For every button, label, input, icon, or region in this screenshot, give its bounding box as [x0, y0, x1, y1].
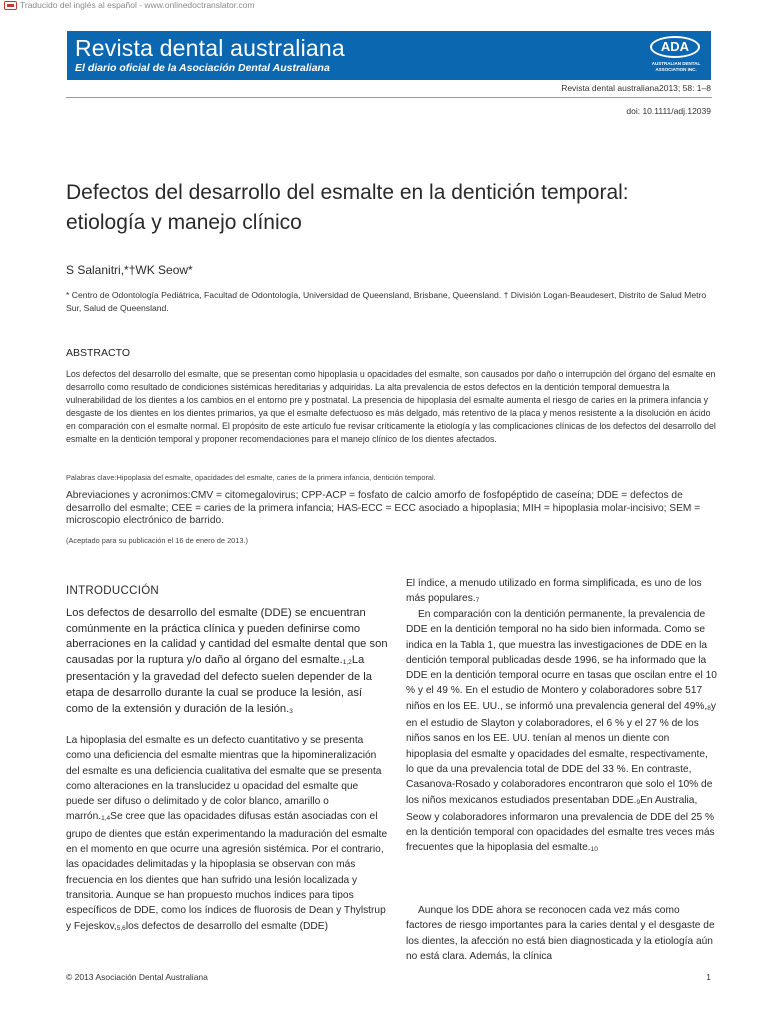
intro-p2-text-b: Se cree que las opacidades difusas están asociadas con el grupo de dientes que están experimentando la maduración del esmalte en el momento en que ocurre una agresión sistémica. Por el contrario, las opacidades delimitadas y la hipoplasia se observan con más frecuencia en los dientes que han sufrido una lesión localizada y transitoria. Aunque se han propuesto muchos índices para tipos específicos de DDE, como los índices de fluorosis de Dean y Thylstrup y Fejeskov,: [66, 811, 388, 932]
journal-banner: [67, 31, 711, 80]
col2-p1-text-a: En comparación con la dentición permanente, la prevalencia de DDE en la dentición temporal no ha sido bien informada. Como se indica en la Tabla 1, que muestra las investigaciones de DDE en la dentición temporal publicadas desde 1996, se ha informado que la DDE en la dentición temporal ocurre en tasas que oscilan entre el 10 % y el 49 %. En el estudio de Montero y colaboradores sobre 517 niños en los EE. UU., se informó una prevalencia general del 49%,: [406, 609, 717, 712]
affiliations: * Centro de Odontología Pediátrica, Facultad de Odontología, Universidad de Queensland, Brisbane, Queensland. † División Logan-Beaudesert, Distrito de Salud Metro Sur, Salud de Queensland.: [66, 290, 707, 313]
abstract-text: Los defectos del desarrollo del esmalte, que se presentan como hipoplasia u opacidades del esmalte, son causados por daño o interrupción del órgano del esmalte en desarrollo como resultado de condiciones sistémicas hereditarias y adquiridas. La alta prevalencia de estos defectos en la dentición temporal demuestra la vulnerabilidad de los dientes a los cambios en el entorno pre y postnatal. La presencia de hipoplasia del esmalte aumenta el riesgo de caries en la primera infancia y desgaste de los dientes en los dientes primarios, ya que el esmalte defectuoso es más delgado, más retentivo de la placa y menos resistente a la disolución en ácido en comparación con el esmalte normal. El propósito de este artículo fue revisar críticamente la etiología y las complicaciones clínicas de los defectos del desarrollo del esmalte en la dentición temporal y proponer recomendaciones para el manejo clínico de los dientes afectados.: [66, 369, 716, 444]
authors: S Salanitri,*†WK Seow*: [66, 263, 193, 277]
reference-marker[interactable]: 1,2: [342, 658, 352, 666]
section-heading-introduction: INTRODUCCIÓN: [66, 585, 160, 597]
header-divider: [66, 97, 712, 98]
translation-notice[interactable]: Traducido del inglés al español - www.onlinedoctranslator.com: [20, 0, 255, 10]
translate-icon: [4, 1, 17, 10]
intro-p2-text-a: La hipoplasia del esmalte es un defecto cuantitativo y se presenta como una deficiencia del esmalte mientras que la hipomineralización del esmalte es una deficiencia cualitativa del esmalte que se presenta como alteraciones en la translucidez u opacidad del esmalte que puede ser difuso o delimitado y de color blanco, amarillo o marrón.: [66, 735, 382, 823]
journal-subtitle: El diario oficial de la Asociación Dental Australiana: [75, 62, 330, 74]
article-title: Defectos del desarrollo del esmalte en la dentición temporal: etiología y manejo clínico: [66, 181, 629, 234]
accepted-date: (Aceptado para su publicación el 16 de enero de 2013.): [66, 536, 249, 545]
page-number: 1: [706, 972, 711, 982]
reference-marker[interactable]: 7: [475, 597, 480, 605]
intro-p2-text-c: los defectos de desarrollo del esmalte (DDE): [125, 920, 328, 932]
col2-p2-text: Aunque los DDE ahora se reconocen cada vez más como factores de riesgo importantes para la caries dental y el desgaste de los dientes, la afección no está bien diagnosticada y la etiología aún no está clara. Además, la clínica: [406, 905, 715, 962]
intro-paragraph-1: [66, 606, 388, 719]
translation-bar: [0, 0, 768, 12]
ada-logo-line2: ASSOCIATION INC.: [655, 67, 697, 72]
col2-paragraph-0: [406, 576, 718, 609]
reference-marker[interactable]: 9: [636, 798, 641, 806]
col2-paragraph-2: [406, 903, 718, 964]
abstract-heading: ABSTRACTO: [66, 347, 130, 359]
col2-p1-text-c: En Australia, Seow y colaboradores informaron una prevalencia de DDE del 25 % en la dentición temporal con opacidades del esmalte tres veces más frecuentes que la hipoplasia del esmalte.: [406, 794, 715, 854]
ada-logo: [647, 36, 705, 76]
footer-copyright: © 2013 Asociación Dental Australiana: [66, 972, 208, 982]
intro-paragraph-2: [66, 733, 388, 936]
reference-marker[interactable]: 3: [289, 707, 293, 715]
intro-p1-text-b: La presentación y la gravedad del defecto suelen depender de la etapa de desarrollo durante la cual se produce la lesión, así como de la extensión y duración de la lesión.: [66, 653, 373, 715]
doi: doi: 10.1111/adj.12039: [626, 106, 711, 116]
col2-p0-text: El índice, a menudo utilizado en forma simplificada, es uno de los más populares.: [406, 578, 702, 605]
col2-p1-text-b: y en el estudio de Slayton y colaboradores, el 6 % y el 27 % de los niños sanos en los EE. UU. tenían al menos un diente con hipoplasia del esmalte y opacidades del esmalte, respectivamente, lo que da una prevalencia total de DDE del 33 %. En contraste, Casanova-Rosado y colaboradores encontraron que solo el 10% de los niños mexicanos estudiados presentaban DDE.: [406, 700, 716, 806]
intro-p1-text-a: Los defectos de desarrollo del esmalte (DDE) se encuentran comúnmente en la práctica clínica y pueden definirse como aberraciones en la calidad y cantidad del esmalte dental que son causadas por la ruptura y/o daño al órgano del esmalte.: [66, 607, 388, 666]
abbreviations: Abreviaciones y acronimos:CMV = citomegalovirus; CPP-ACP = fosfato de calcio amorfo de fosfopéptido de caseína; DDE = defectos de desarrollo del esmalte; CEE = caries de la primera infancia; HAS-ECC = ECC asociado a hipoplasia; MIH = hipoplasia molar-incisivo; SEM = microscopio electrónico de barrido.: [66, 490, 701, 526]
col2-paragraph-1: [406, 607, 718, 858]
ada-logo-line1: AUSTRALIAN DENTAL: [651, 61, 701, 66]
journal-citation: Revista dental australiana2013; 58: 1–8: [561, 83, 711, 93]
reference-marker[interactable]: 5,6: [116, 924, 126, 932]
journal-title: Revista dental australiana: [75, 35, 345, 61]
reference-marker[interactable]: 8: [707, 704, 711, 712]
reference-marker[interactable]: 1,4: [101, 815, 111, 823]
keywords: Palabras clave:Hipoplasia del esmalte, opacidades del esmalte, caries de la primera infancia, dentición temporal.: [66, 473, 436, 482]
reference-marker[interactable]: 10: [590, 846, 598, 854]
ada-logo-mark: ADA: [650, 36, 700, 58]
